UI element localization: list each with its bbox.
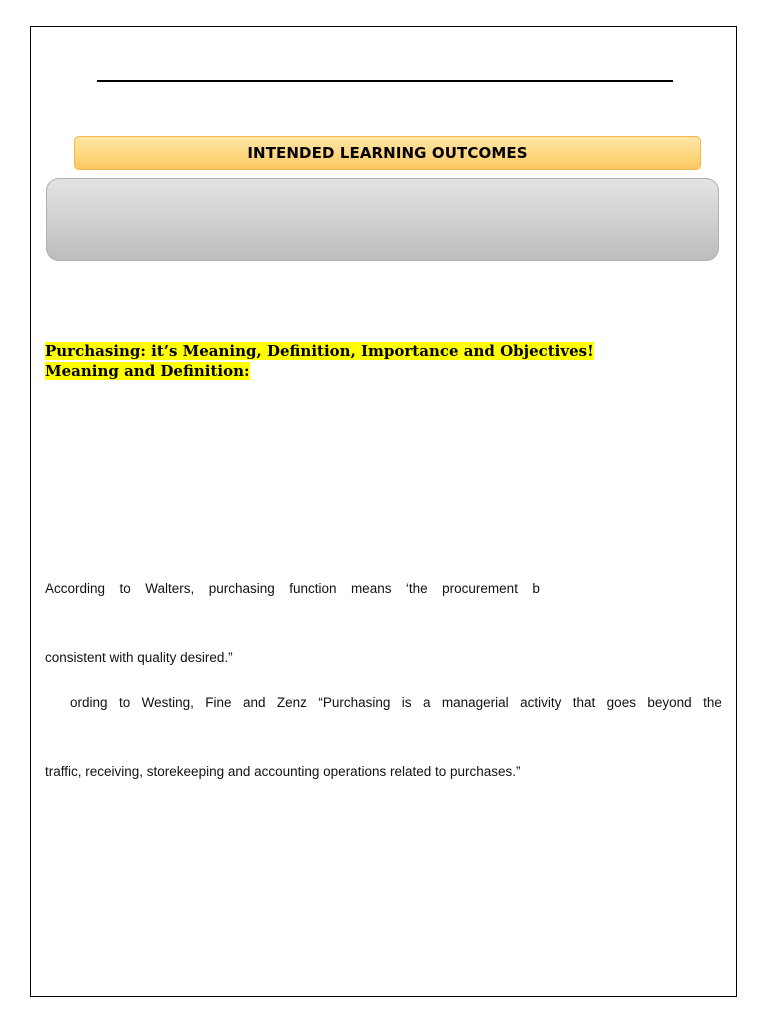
word: b	[532, 581, 540, 596]
walters-definition-line	[45, 581, 540, 596]
word: According	[45, 581, 106, 596]
word: “Purchasing	[318, 695, 391, 710]
word: and	[242, 695, 266, 710]
banner-title: INTENDED LEARNING OUTCOMES	[247, 144, 528, 162]
word: procurement	[442, 581, 518, 596]
word: to	[118, 695, 131, 710]
westing-definition-line	[70, 695, 722, 710]
word: Fine	[205, 695, 232, 710]
word: function	[289, 581, 337, 596]
word: beyond	[647, 695, 692, 710]
walters-definition-end: consistent with quality desired.”	[45, 650, 233, 665]
word: a	[422, 695, 431, 710]
word: Westing,	[141, 695, 194, 710]
word: activity	[520, 695, 562, 710]
word: that	[572, 695, 596, 710]
word: managerial	[441, 695, 509, 710]
section-heading	[45, 341, 594, 381]
page-border	[30, 26, 737, 997]
heading-line-1: Purchasing: it’s Meaning, Definition, Importance and Objectives!	[45, 342, 594, 360]
word: Zenz	[276, 695, 307, 710]
word: is	[401, 695, 412, 710]
word: goes	[606, 695, 636, 710]
word: ording	[70, 695, 108, 710]
westing-definition-end: traffic, receiving, storekeeping and accounting operations related to purchases.”	[45, 764, 521, 779]
word: purchasing	[208, 581, 275, 596]
word: to	[119, 581, 131, 596]
word: ‘the	[405, 581, 428, 596]
word: the	[703, 695, 722, 710]
intended-learning-outcomes-banner	[74, 136, 701, 170]
word: means	[350, 581, 392, 596]
outcomes-content-box	[46, 178, 719, 261]
word: Walters,	[145, 581, 195, 596]
header-rule	[97, 80, 673, 82]
heading-line-2: Meaning and Definition:	[45, 362, 250, 380]
